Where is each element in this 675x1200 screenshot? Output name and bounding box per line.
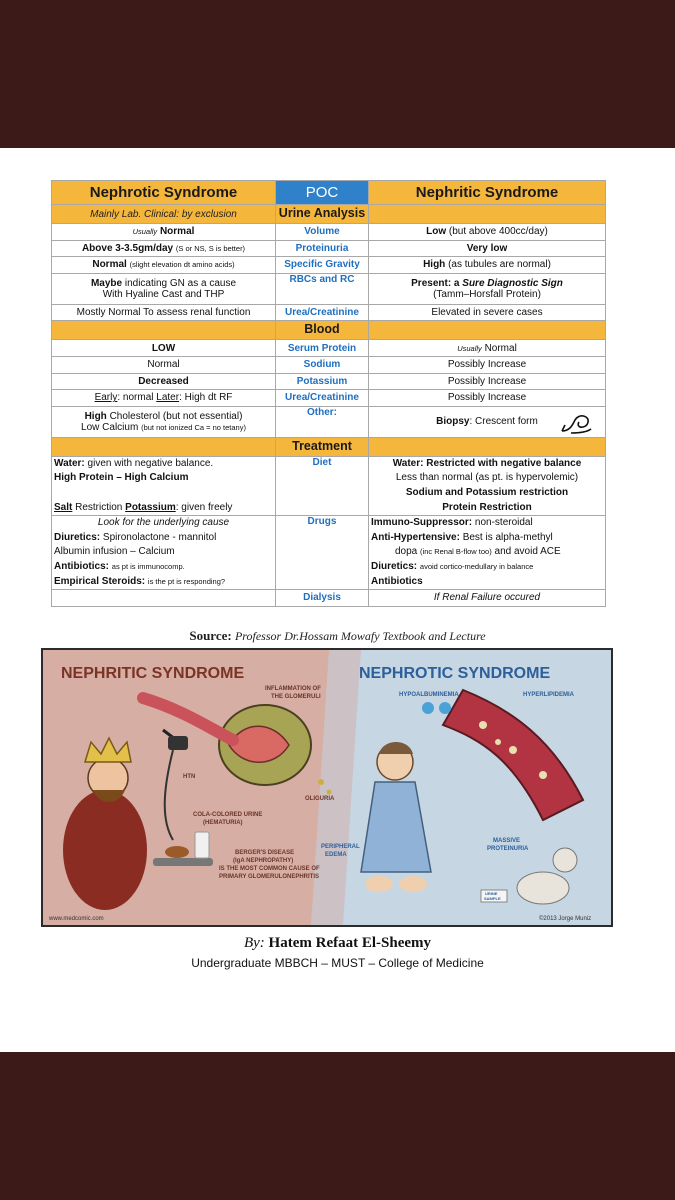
section-treatment: Treatment: [52, 437, 606, 456]
king-drawing: [63, 790, 147, 910]
table-row-drugs: Look for the underlying cause Diuretics: Spironolactone - mannitol Albumin infusion – Calcium Antibiotics: as pt is immunocomp. Empirical Steroids: is the pt is responding? Drugs Immuno-Suppressor: non-steroidal Anti-Hypertensive: Best is alpha-methyl dopa (inc Renal B-flow too) and avoid ACE Diuretics: avoid cortico-medullary in balance Antibiotics: [52, 516, 606, 590]
bp-cuff-drawing: [168, 736, 188, 750]
svg-text:MASSIVE: MASSIVE: [493, 838, 521, 844]
svg-text:(HEMATURIA): (HEMATURIA): [203, 820, 243, 826]
albumin-circle-1: [422, 702, 434, 714]
illustration-art: [43, 650, 611, 925]
table-row: High Cholesterol (but not essential) Low Calcium (but not ionized Ca = no tetany) Other: Biopsy: Crescent form: [52, 406, 606, 437]
svg-text:URINE: URINE: [485, 891, 498, 896]
top-dark-bar: [0, 0, 675, 148]
poc-label: Other:: [276, 406, 369, 437]
urine-note: Mainly Lab. Clinical: by exclusion: [52, 205, 276, 224]
credit-right: ©2013 Jorge Muniz: [539, 916, 592, 922]
header-nephrotic: Nephrotic Syndrome: [52, 181, 276, 205]
comparison-table: [51, 180, 606, 607]
poc-label: Proteinuria: [276, 240, 369, 257]
poc-label: RBCs and RC: [276, 273, 369, 304]
poc-label: Dialysis: [276, 590, 369, 607]
table-row: Normal Sodium Possibly Increase: [52, 356, 606, 373]
svg-text:PRIMARY GLOMERULONEPHRITIS: PRIMARY GLOMERULONEPHRITIS: [219, 874, 320, 880]
dog-drawing: [517, 872, 569, 904]
albumin-circle-2: [439, 702, 451, 714]
document-page: [0, 148, 675, 1052]
table-row-diet: Water: given with negative balance. High Protein – High Calcium Salt Restriction Potassium: given freely Diet Water: Restricted with negative balance Less than normal (as pt. is hypervolemic) Sodium and Potassium restriction Protein Restriction: [52, 456, 606, 515]
svg-text:COLA-COLORED URINE: COLA-COLORED URINE: [193, 812, 263, 818]
svg-text:HYPERLIPIDEMIA: HYPERLIPIDEMIA: [523, 692, 575, 698]
urine-title: Urine Analysis: [276, 205, 369, 224]
svg-text:OLIGURIA: OLIGURIA: [305, 796, 335, 802]
poc-label: Specific Gravity: [276, 257, 369, 274]
svg-text:PROTEINURIA: PROTEINURIA: [487, 846, 529, 852]
table-row: LOW Serum Protein Usually Normal: [52, 340, 606, 357]
author-byline: By: Hatem Refaat El-Sheemy: [243, 935, 432, 951]
source-line: Source: Professor Dr.Hossam Mowafy Textbook and Lecture: [189, 628, 486, 643]
header-poc: POC: [276, 181, 369, 205]
svg-text:EDEMA: EDEMA: [325, 852, 347, 858]
svg-text:BERGER'S DISEASE: BERGER'S DISEASE: [235, 850, 295, 856]
table-row-dialysis: Dialysis If Renal Failure occured: [52, 590, 606, 607]
poc-label: Serum Protein: [276, 340, 369, 357]
section-urine: [52, 205, 606, 224]
header-nephritic: Nephritic Syndrome: [369, 181, 606, 205]
svg-text:INFLAMMATION OF: INFLAMMATION OF: [265, 686, 321, 692]
nephrotic-title: NEPHROTIC SYNDROME: [359, 665, 551, 682]
table-row: Decreased Potassium Possibly Increase: [52, 373, 606, 390]
poc-label: Urea/Creatinine: [276, 390, 369, 407]
svg-text:HYPOALBUMINEMIA: HYPOALBUMINEMIA: [399, 692, 459, 698]
table-header-row: [52, 181, 606, 205]
table-row: Usually Normal Volume Low (but above 400cc/day): [52, 224, 606, 241]
svg-text:(IgA NEPHROPATHY): (IgA NEPHROPATHY): [233, 858, 294, 864]
credit-left: www.medcomic.com: [49, 916, 104, 922]
poc-label: Volume: [276, 224, 369, 241]
table-row: Maybe indicating GN as a cause With Hyaline Cast and THP RBCs and RC Present: a Sure Diagnostic Sign (Tamm–Horsfall Protein): [52, 273, 606, 304]
section-blood: Blood: [52, 321, 606, 340]
poc-label: Drugs: [276, 516, 369, 590]
svg-text:IS THE MOST COMMON CAUSE OF: IS THE MOST COMMON CAUSE OF: [219, 866, 320, 872]
table-row: Above 3-3.5gm/day (S or NS, S is better) Proteinuria Very low: [52, 240, 606, 257]
table-row: Early: normal Later: High dt RF Urea/Creatinine Possibly Increase: [52, 390, 606, 407]
poc-label: Diet: [276, 456, 369, 515]
poc-label: Urea/Creatinine: [276, 304, 369, 321]
nephritic-title: NEPHRITIC SYNDROME: [61, 665, 245, 682]
table-row: Normal (slight elevation dt amino acids) Specific Gravity High (as tubules are normal): [52, 257, 606, 274]
author-affiliation: Undergraduate MBBCH – MUST – College of Medicine: [191, 956, 484, 970]
svg-text:SAMPLE: SAMPLE: [484, 896, 501, 901]
table-row: Mostly Normal To assess renal function Urea/Creatinine Elevated in severe cases: [52, 304, 606, 321]
crescent-glomerulus-icon: [559, 409, 593, 435]
bottom-dark-bar: [0, 1052, 675, 1200]
svg-text:THE GLOMERULI: THE GLOMERULI: [271, 694, 321, 700]
syndrome-illustration: [41, 648, 613, 927]
svg-text:HTN: HTN: [183, 774, 196, 780]
poc-label: Potassium: [276, 373, 369, 390]
svg-text:PERIPHERAL: PERIPHERAL: [321, 844, 360, 850]
poc-label: Sodium: [276, 356, 369, 373]
